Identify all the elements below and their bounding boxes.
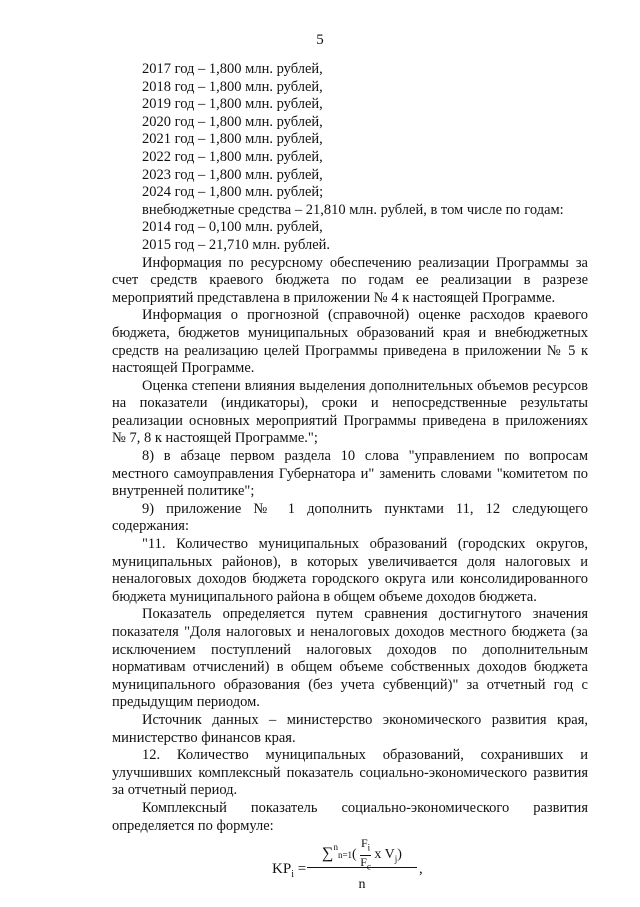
- paragraph: 12. Количество муниципальных образований, сохранивших и улучшивших комплексный показатель социально-экономического развития за отчетный период.: [112, 747, 588, 799]
- formula-denominator: n: [358, 877, 366, 893]
- formula-comma: ,: [419, 861, 423, 878]
- formula: [112, 837, 588, 907]
- funding-line: 2020 год – 1,800 млн. рублей,: [142, 113, 323, 130]
- funding-line: внебюджетные средства – 21,810 млн. рублей, в том числе по годам:: [142, 201, 564, 218]
- document-body: [112, 61, 588, 907]
- funding-line: 2019 год – 1,800 млн. рублей,: [142, 96, 323, 113]
- formula-lhs: $KP_i$ =: [272, 861, 307, 881]
- funding-line: 2018 год – 1,800 млн. рублей,: [142, 78, 323, 95]
- formula-inner-fraction: $\frac{F_i}{F_c}$: [360, 836, 371, 871]
- paragraph: 9) приложение № 1 дополнить пунктами 11, 12 следующего содержания:: [112, 500, 588, 535]
- paragraph: 8) в абзаце первом раздела 10 слова "управлением по вопросам местного самоуправления Губернатора и" заменить словами "комитетом по внутренней политике";: [112, 448, 588, 500]
- funding-line: 2024 год – 1,800 млн. рублей;: [142, 184, 324, 201]
- formula-fraction: [307, 837, 417, 894]
- funding-line: 2023 год – 1,800 млн. рублей,: [142, 166, 323, 183]
- paragraph: Источник данных – министерство экономического развития края, министерство финансов края.: [112, 711, 588, 746]
- paragraph: Информация о прогнозной (справочной) оценке расходов краевого бюджета, бюджетов муниципальных образований края и внебюджетных средств на реализацию целей Программы приведена в приложении № 5 к настоящей Программе.: [112, 307, 588, 377]
- funding-line: 2021 год – 1,800 млн. рублей,: [142, 131, 323, 148]
- page-number: 5: [316, 32, 324, 48]
- funding-line: 2015 год – 21,710 млн. рублей.: [142, 236, 331, 253]
- funding-line: 2022 год – 1,800 млн. рублей,: [142, 148, 323, 165]
- paragraph: "11. Количество муниципальных образований (городских округов, муниципальных районов), в которых увеличивается доля налоговых и неналоговых доходов бюджета городского округа или консолидированного бюджета муниципального района в общем объеме доходов бюджета.: [112, 536, 588, 605]
- paragraph: Комплексный показатель социально-экономического развития определяется по формуле:: [112, 799, 588, 834]
- paragraph: Показатель определяется путем сравнения достигнутого значения показателя "Доля налоговых и неналоговых доходов местного бюджета (за исключением поступлений налоговых доходов по дополнительным нормативам отчислений) в общем объеме собственных доходов бюджета муниципального образования (без учета субвенций)" за отчетный год с предыдущим периодом.: [112, 606, 588, 711]
- formula-numerator: ∑$^n$n=1( $\frac{F_i}{F_c}$ x $V_j$): [322, 836, 402, 871]
- funding-line: 2017 год – 1,800 млн. рублей,: [142, 61, 323, 77]
- funding-line: 2014 год – 0,100 млн. рублей,: [142, 219, 323, 236]
- paragraph: Информация по ресурсному обеспечению реализации Программы за счет средств краевого бюджета по годам ее реализации в разрезе мероприятий представлена в приложении № 4 к настоящей Программе.: [112, 254, 588, 306]
- paragraph: Оценка степени влияния выделения дополнительных объемов ресурсов на показатели (индикаторы), сроки и непосредственные результаты реализации основных мероприятий Программы приведена в приложениях № 7, 8 к настоящей Программе.";: [112, 377, 588, 447]
